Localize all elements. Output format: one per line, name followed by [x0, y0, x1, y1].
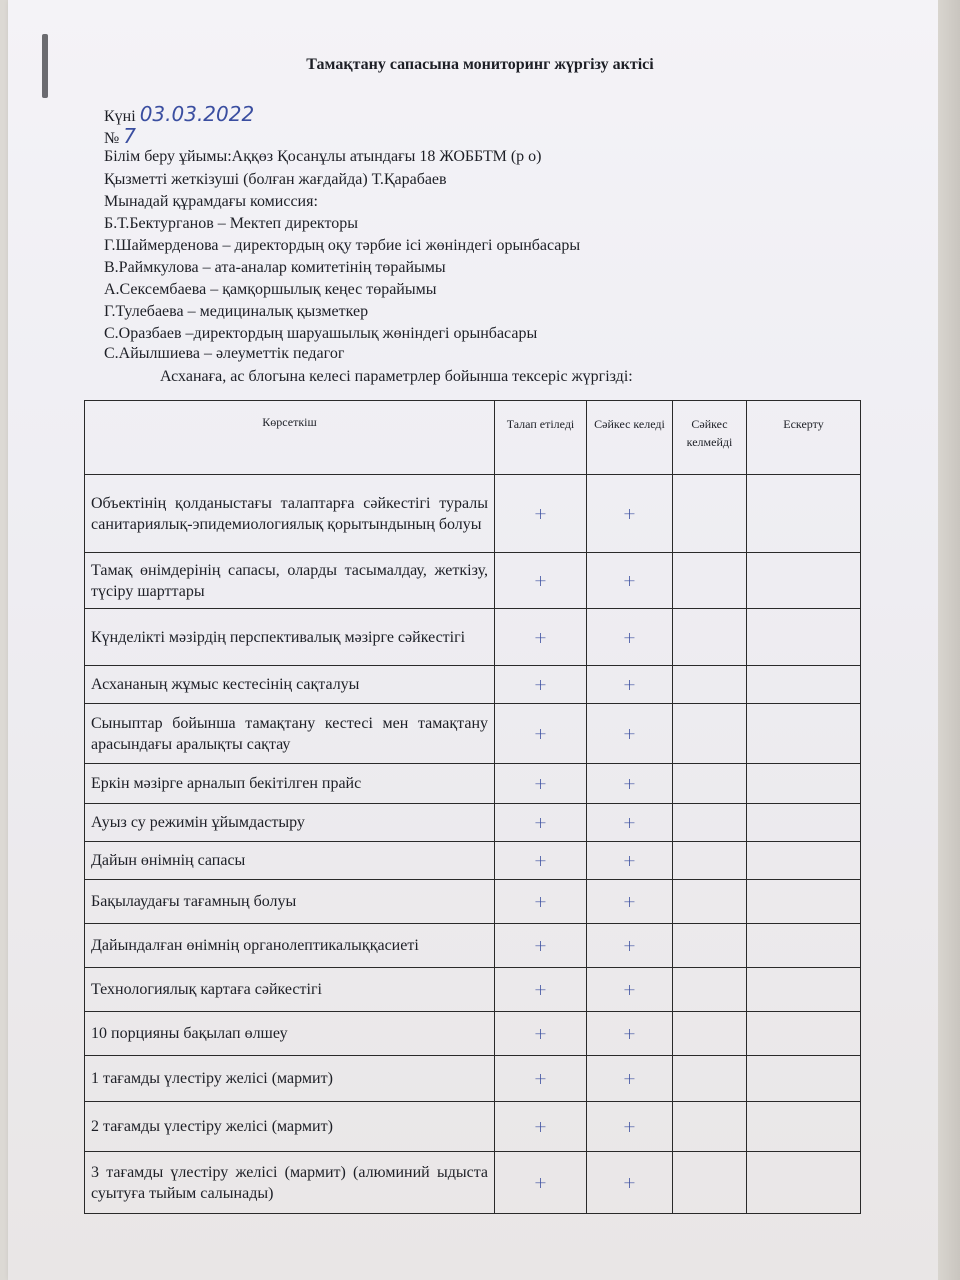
table-row	[85, 924, 861, 968]
indicator-cell: Тамақ өнімдерінің сапасы, оларды тасымалдау, жеткізу, түсіру шарттары	[85, 553, 495, 609]
noncompliant-mark	[673, 1056, 747, 1102]
noncompliant-mark	[673, 924, 747, 968]
required-mark: +	[495, 842, 587, 880]
background-edge	[938, 0, 960, 1280]
commission-member: Г.Шаймерденова – директордың оқу тәрбие ісі жөніндегі орынбасары	[104, 237, 581, 254]
compliant-mark: +	[587, 924, 673, 968]
compliant-mark: +	[587, 1102, 673, 1152]
compliant-mark: +	[587, 1012, 673, 1056]
note-cell	[747, 553, 861, 609]
indicator-cell: Асхананың жұмыс кестесінің сақталуы	[85, 666, 495, 704]
commission-member: С.Айылшиева – әлеуметтік педагог	[104, 345, 345, 362]
required-mark: +	[495, 1012, 587, 1056]
compliant-mark: +	[587, 475, 673, 553]
noncompliant-mark	[673, 880, 747, 924]
compliant-mark: +	[587, 553, 673, 609]
indicator-cell: Технологиялық картаға сәйкестігі	[85, 968, 495, 1012]
commission-member: Г.Тулебаева – медициналық қызметкер	[104, 303, 369, 320]
commission-member: С.Оразбаев –директордың шаруашылық жөніндегі орынбасары	[104, 325, 538, 342]
note-cell	[747, 804, 861, 842]
indicator-cell: Сыныптар бойынша тамақтану кестесі мен тамақтану арасындағы аралықты сақтау	[85, 704, 495, 764]
table-row	[85, 880, 861, 924]
compliant-mark: +	[587, 609, 673, 666]
org-line: Білім беру ұйымы:Аққөз Қосанұлы атындағы 18 ЖОББТМ (р о)	[104, 148, 542, 165]
indicator-cell: Дайындалған өнімнің органолептикалыққасиеті	[85, 924, 495, 968]
noncompliant-mark	[673, 1152, 747, 1214]
compliant-mark: +	[587, 666, 673, 704]
indicator-cell: 3 тағамды үлестіру желісі (мармит) (алюминий ыдыста суытуға тыйым салынады)	[85, 1152, 495, 1214]
required-mark: +	[495, 704, 587, 764]
required-mark: +	[495, 475, 587, 553]
noncompliant-mark	[673, 666, 747, 704]
indicator-cell: Күнделікті мәзірдің перспективалық мәзірге сәйкестігі	[85, 609, 495, 666]
header-indicator: Көрсеткіш	[85, 401, 495, 475]
compliant-mark: +	[587, 704, 673, 764]
required-mark: +	[495, 1056, 587, 1102]
indicator-cell: 10 порцияны бақылап өлшеу	[85, 1012, 495, 1056]
required-mark: +	[495, 968, 587, 1012]
required-mark: +	[495, 609, 587, 666]
compliant-mark: +	[587, 764, 673, 804]
indicator-cell: Дайын өнімнің сапасы	[85, 842, 495, 880]
required-mark: +	[495, 1102, 587, 1152]
indicator-cell: 1 тағамды үлестіру желісі (мармит)	[85, 1056, 495, 1102]
table-row	[85, 968, 861, 1012]
table-row	[85, 475, 861, 553]
noncompliant-mark	[673, 553, 747, 609]
table-row	[85, 666, 861, 704]
commission-member: А.Сексембаева – қамқоршылық кеңес төрайымы	[104, 281, 437, 298]
indicator-cell: Ауыз су режимін ұйымдастыру	[85, 804, 495, 842]
date-value: 03.03.2022	[139, 102, 255, 126]
table-row	[85, 1056, 861, 1102]
commission-member: Б.Т.Бектурганов – Мектеп директоры	[104, 215, 359, 232]
required-mark: +	[495, 924, 587, 968]
compliant-mark: +	[587, 1056, 673, 1102]
date-label: Күні	[104, 108, 136, 125]
indicator-cell: Еркін мәзірге арналып бекітілген прайс	[85, 764, 495, 804]
commission-heading: Мынадай құрамдағы комиссия:	[104, 193, 318, 210]
table-row	[85, 1102, 861, 1152]
table-row	[85, 804, 861, 842]
note-cell	[747, 1152, 861, 1214]
noncompliant-mark	[673, 704, 747, 764]
note-cell	[747, 880, 861, 924]
header-noncompliant: Сәйкес келмейді	[673, 401, 747, 475]
required-mark: +	[495, 880, 587, 924]
compliant-mark: +	[587, 842, 673, 880]
note-cell	[747, 842, 861, 880]
note-cell	[747, 764, 861, 804]
note-cell	[747, 475, 861, 553]
commission-member: В.Раймкулова – ата-аналар комитетінің төрайымы	[104, 259, 446, 276]
note-cell	[747, 1056, 861, 1102]
noncompliant-mark	[673, 1012, 747, 1056]
required-mark: +	[495, 804, 587, 842]
noncompliant-mark	[673, 764, 747, 804]
noncompliant-mark	[673, 609, 747, 666]
compliant-mark: +	[587, 880, 673, 924]
number-line	[104, 124, 136, 148]
table-row	[85, 1152, 861, 1214]
indicator-cell: Объектінің қолданыстағы талаптарға сәйкестігі туралы санитариялық-эпидемиологиялық қорытындының болуы	[85, 475, 495, 553]
table-row	[85, 764, 861, 804]
note-cell	[747, 924, 861, 968]
required-mark: +	[495, 666, 587, 704]
number-value: 7	[123, 124, 136, 148]
table-row	[85, 609, 861, 666]
intro-text: Асханаға, ас блогына келесі параметрлер бойынша тексеріс жүргізді:	[160, 368, 633, 385]
compliant-mark: +	[587, 1152, 673, 1214]
table-header-row	[85, 401, 861, 475]
date-line	[104, 102, 254, 126]
document-title: Тамақтану сапасына мониторинг жүргізу актісі	[306, 56, 654, 73]
note-cell	[747, 1102, 861, 1152]
table-row	[85, 704, 861, 764]
note-cell	[747, 666, 861, 704]
table-row	[85, 842, 861, 880]
header-required: Талап етіледі	[495, 401, 587, 475]
noncompliant-mark	[673, 842, 747, 880]
provider-line: Қызметті жеткізуші (болған жағдайда) Т.Қарабаев	[104, 171, 447, 188]
note-cell	[747, 1012, 861, 1056]
indicator-cell: Бақылаудағы тағамның болуы	[85, 880, 495, 924]
noncompliant-mark	[673, 804, 747, 842]
note-cell	[747, 609, 861, 666]
required-mark: +	[495, 553, 587, 609]
inspection-table	[84, 400, 861, 1214]
header-compliant: Сәйкес келеді	[587, 401, 673, 475]
indicator-cell: 2 тағамды үлестіру желісі (мармит)	[85, 1102, 495, 1152]
number-label: №	[104, 130, 120, 147]
noncompliant-mark	[673, 1102, 747, 1152]
note-cell	[747, 968, 861, 1012]
required-mark: +	[495, 1152, 587, 1214]
note-cell	[747, 704, 861, 764]
compliant-mark: +	[587, 804, 673, 842]
table-row	[85, 553, 861, 609]
noncompliant-mark	[673, 968, 747, 1012]
header-note: Ескерту	[747, 401, 861, 475]
required-mark: +	[495, 764, 587, 804]
table-row	[85, 1012, 861, 1056]
noncompliant-mark	[673, 475, 747, 553]
compliant-mark: +	[587, 968, 673, 1012]
